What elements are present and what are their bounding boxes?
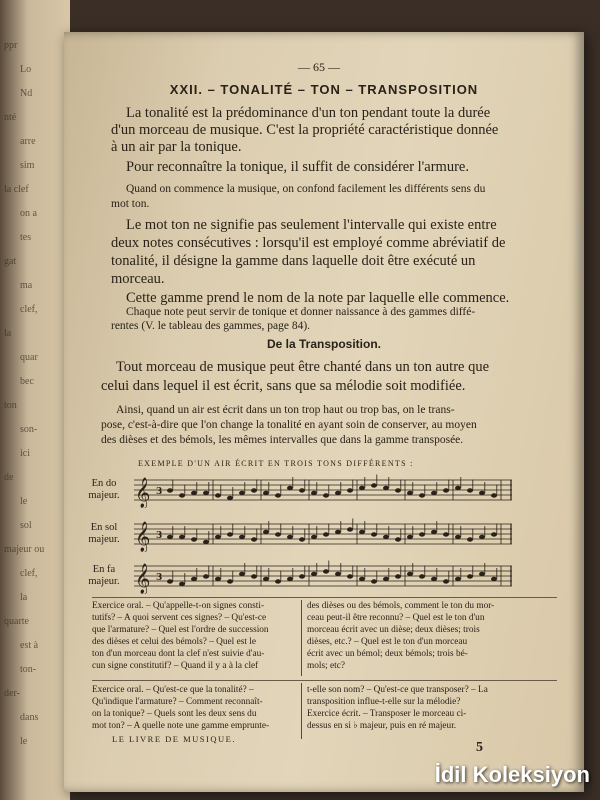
left-page-fragment: gat bbox=[4, 256, 17, 267]
note-head bbox=[371, 579, 377, 583]
transposition-line: des dièses et des bémols, les mêmes intervalles que dans la gamme transposée. bbox=[101, 434, 464, 446]
exercise-line: ton d'un morceau dont la clef n'est suivie d'au- bbox=[92, 649, 265, 659]
note-head bbox=[455, 577, 461, 581]
left-page-fragment: clef, bbox=[20, 304, 38, 315]
paragraph-line: Quand on commence la musique, on confond facilement les différents sens du bbox=[126, 183, 486, 195]
note-head bbox=[371, 483, 377, 487]
note-head bbox=[227, 496, 233, 500]
exercise-line: Exercice écrit. – Transposer le morceau ci- bbox=[307, 709, 467, 719]
paragraph-line: mot ton. bbox=[111, 198, 150, 210]
transposition-line: celui dans lequel il est écrit, sans que sa mélodie soit modifiée. bbox=[101, 378, 466, 394]
exercise-line: que l'armature? – Quel est l'ordre de succession bbox=[92, 625, 269, 635]
page-footer: LE LIVRE DE MUSIQUE. bbox=[112, 734, 236, 744]
note-head bbox=[287, 535, 293, 539]
left-page-fragment: la bbox=[20, 592, 28, 603]
time-signature: 3 bbox=[156, 487, 163, 497]
note-head bbox=[191, 491, 197, 495]
left-page-fragment: clef, bbox=[20, 568, 38, 579]
left-page-fragment: ma bbox=[20, 280, 33, 291]
note-head bbox=[407, 535, 413, 539]
note-head bbox=[251, 574, 257, 578]
note-head bbox=[383, 486, 389, 490]
note-head bbox=[443, 532, 449, 536]
note-head bbox=[419, 493, 425, 497]
exercise-line: écrit avec un bémol; deux bémols; trois bé- bbox=[307, 649, 468, 659]
note-head bbox=[323, 493, 329, 497]
note-head bbox=[227, 532, 233, 536]
signature-mark: 5 bbox=[476, 740, 483, 755]
note-head bbox=[239, 535, 245, 539]
treble-clef-icon: 𝄞 bbox=[135, 522, 151, 552]
note-head bbox=[347, 527, 353, 531]
note-head bbox=[479, 572, 485, 576]
paragraph-line: rentes (V. le tableau des gammes, page 84). bbox=[111, 320, 311, 332]
note-head bbox=[467, 537, 473, 541]
transposition-line: Ainsi, quand un air est écrit dans un ton trop haut ou trop bas, on le trans- bbox=[116, 404, 455, 416]
note-head bbox=[311, 535, 317, 539]
exercise-line: morceau écrit avec un dièse; deux dièses; trois bbox=[307, 625, 480, 635]
note-head bbox=[443, 579, 449, 583]
left-page-fragment: le bbox=[20, 496, 28, 507]
note-head bbox=[167, 535, 173, 539]
left-page-fragment: ppr bbox=[4, 40, 18, 51]
exercise-line: t-elle son nom? – Qu'est-ce que transposer? – La bbox=[307, 685, 488, 695]
paragraph-line: morceau. bbox=[111, 271, 165, 287]
note-head bbox=[419, 574, 425, 578]
exercise-line: Qu'indique l'armature? – Comment reconnaît- bbox=[92, 697, 263, 707]
note-head bbox=[443, 488, 449, 492]
paragraph-line: d'un morceau de musique. C'est la propriété caractéristique donnée bbox=[111, 122, 499, 138]
note-head bbox=[479, 535, 485, 539]
left-page-fragment: sol bbox=[20, 520, 32, 531]
left-page-fragment: bec bbox=[20, 376, 34, 387]
note-head bbox=[287, 486, 293, 490]
watermark: İdil Koleksiyon bbox=[434, 762, 590, 787]
exercise-line: des dièses ou des bémols, comment le ton du mor- bbox=[307, 601, 495, 611]
note-head bbox=[275, 493, 281, 497]
paragraph-line: Le mot ton ne signifie pas seulement l'intervalle qui existe entre bbox=[126, 217, 497, 233]
note-head bbox=[299, 574, 305, 578]
chapter-title: XXII. – TONALITÉ – TON – TRANSPOSITION bbox=[169, 82, 479, 97]
left-page-fragment: dans bbox=[20, 712, 39, 723]
note-head bbox=[275, 532, 281, 536]
exercise-line: mot ton? – A quelle note une gamme emprunte- bbox=[92, 721, 270, 731]
note-head bbox=[395, 488, 401, 492]
exercise-line: transposition influe-t-elle sur la mélodie? bbox=[307, 697, 461, 707]
note-head bbox=[431, 491, 437, 495]
treble-clef-icon: 𝄞 bbox=[135, 564, 151, 594]
note-head bbox=[215, 577, 221, 581]
note-head bbox=[455, 535, 461, 539]
note-head bbox=[251, 488, 257, 492]
note-head bbox=[311, 491, 317, 495]
left-page-fragment: la bbox=[4, 328, 12, 339]
staff-label: En do majeur. bbox=[88, 478, 120, 501]
left-page-fragment: on a bbox=[20, 208, 37, 219]
note-head bbox=[203, 491, 209, 495]
note-head bbox=[227, 579, 233, 583]
left-page-fragment: sim bbox=[20, 160, 35, 171]
staff-label: En fa majeur. bbox=[88, 564, 120, 587]
music-staff-do-major bbox=[134, 474, 514, 508]
note-head bbox=[395, 537, 401, 541]
note-head bbox=[215, 493, 221, 497]
note-head bbox=[491, 577, 497, 581]
note-head bbox=[299, 537, 305, 541]
exercise-line: mols; etc? bbox=[307, 661, 345, 671]
note-head bbox=[419, 532, 425, 536]
paragraph-line: Chaque note peut servir de tonique et donner naissance à des gammes diffé- bbox=[126, 306, 476, 318]
column-divider bbox=[301, 600, 302, 676]
note-head bbox=[395, 574, 401, 578]
exercise-line: on la tonique? – Quels sont les deux sens du bbox=[92, 709, 257, 719]
left-page-fragment: ton bbox=[4, 400, 17, 411]
note-head bbox=[431, 530, 437, 534]
note-head bbox=[347, 574, 353, 578]
paragraph-line: deux notes consécutives : lorsqu'il est employé comme abréviatif de bbox=[111, 235, 506, 251]
paragraph-line: Pour reconnaître la tonique, il suffit de considérer l'armure. bbox=[126, 159, 469, 175]
left-page-fragment: est à bbox=[20, 640, 39, 651]
treble-clef-icon: 𝄞 bbox=[135, 478, 151, 508]
note-head bbox=[491, 493, 497, 497]
note-head bbox=[167, 579, 173, 583]
transposition-line: Tout morceau de musique peut être chanté dans un ton autre que bbox=[116, 359, 490, 375]
note-head bbox=[455, 486, 461, 490]
staff-label: En sol majeur. bbox=[88, 522, 120, 545]
note-head bbox=[359, 577, 365, 581]
note-head bbox=[335, 530, 341, 534]
note-head bbox=[179, 535, 185, 539]
note-head bbox=[299, 488, 305, 492]
note-head bbox=[359, 486, 365, 490]
left-page-fragment: quar bbox=[20, 352, 38, 363]
note-head bbox=[383, 577, 389, 581]
note-head bbox=[407, 491, 413, 495]
left-page-fragment: la clef bbox=[4, 184, 29, 195]
note-head bbox=[347, 488, 353, 492]
exercise-line: ceau peut-il être reconnu? – Quel est le ton d'un bbox=[307, 613, 485, 623]
note-head bbox=[215, 535, 221, 539]
paragraph-line: Cette gamme prend le nom de la note par laquelle elle commence. bbox=[126, 290, 510, 306]
note-head bbox=[431, 577, 437, 581]
column-divider bbox=[301, 683, 302, 739]
note-head bbox=[311, 572, 317, 576]
left-page-fragment: tes bbox=[20, 232, 32, 243]
note-head bbox=[383, 535, 389, 539]
note-head bbox=[167, 488, 173, 492]
note-head bbox=[239, 572, 245, 576]
note-head bbox=[323, 569, 329, 573]
note-head bbox=[179, 582, 185, 586]
note-head bbox=[179, 493, 185, 497]
time-signature: 3 bbox=[156, 573, 163, 583]
divider bbox=[92, 680, 557, 681]
transposition-line: pose, c'est-à-dire que l'on change la tonalité en ayant soin de conserver, au moyen bbox=[101, 419, 477, 431]
left-page-fragment: majeur ou bbox=[4, 544, 45, 555]
left-page-fragment: le bbox=[20, 736, 28, 747]
note-head bbox=[467, 574, 473, 578]
note-head bbox=[479, 491, 485, 495]
exercise-line: cun signe constitutif? – Quand il y a à la clef bbox=[92, 661, 259, 671]
note-head bbox=[407, 572, 413, 576]
note-head bbox=[491, 532, 497, 536]
note-head bbox=[323, 532, 329, 536]
note-head bbox=[335, 572, 341, 576]
left-page-fragment: arre bbox=[20, 136, 36, 147]
note-head bbox=[251, 537, 257, 541]
left-page-fragment: Nd bbox=[20, 88, 33, 99]
note-head bbox=[275, 579, 281, 583]
exercise-line: des dièses et celui des bémols? – Quel est le bbox=[92, 637, 256, 647]
exercise-line: Exercice oral. – Qu'est-ce que la tonalité? – bbox=[92, 685, 254, 695]
paragraph-line: tonalité, il désigne la gamme dans laquelle doit être exécuté un bbox=[111, 253, 476, 269]
book-page bbox=[64, 32, 584, 792]
note-head bbox=[203, 574, 209, 578]
note-head bbox=[191, 537, 197, 541]
exercise-line: Exercice oral. – Qu'appelle-t-on signes consti- bbox=[92, 601, 265, 611]
divider bbox=[92, 597, 557, 598]
note-head bbox=[263, 530, 269, 534]
paragraph-line: La tonalité est la prédominance d'un ton pendant toute la durée bbox=[126, 105, 491, 121]
left-page-fragment: Lo bbox=[20, 64, 32, 75]
music-staff-fa-major bbox=[134, 560, 514, 594]
example-heading: EXEMPLE D'UN AIR ÉCRIT EN TROIS TONS DIFFÉRENTS : bbox=[138, 459, 414, 468]
note-head bbox=[467, 488, 473, 492]
note-head bbox=[371, 532, 377, 536]
note-head bbox=[359, 530, 365, 534]
time-signature: 3 bbox=[156, 531, 163, 541]
exercise-line: dessus en si ♭ majeur, puis en ré majeur. bbox=[307, 721, 457, 731]
left-page-fragment: quarte bbox=[4, 616, 29, 627]
music-staff-sol-major bbox=[134, 518, 514, 552]
left-page-edge bbox=[0, 0, 62, 800]
note-head bbox=[263, 577, 269, 581]
paragraph-line: à un air par la tonique. bbox=[111, 139, 242, 155]
note-head bbox=[263, 491, 269, 495]
page-number: — 65 — bbox=[298, 60, 340, 74]
left-page-fragment: de bbox=[4, 472, 14, 483]
left-page-fragment: ton- bbox=[20, 664, 37, 675]
exercise-line: tutifs? – A quoi servent ces signes? – Qu'est-ce bbox=[92, 613, 267, 623]
left-page-fragment: ici bbox=[20, 448, 30, 459]
note-head bbox=[191, 577, 197, 581]
section-title: De la Transposition. bbox=[266, 337, 382, 351]
left-page-fragment: nté bbox=[4, 112, 17, 123]
left-page-fragment: son- bbox=[20, 424, 38, 435]
note-head bbox=[203, 540, 209, 544]
note-head bbox=[239, 491, 245, 495]
note-head bbox=[335, 491, 341, 495]
left-page-fragment: der- bbox=[4, 688, 20, 699]
note-head bbox=[287, 577, 293, 581]
exercise-line: dièses, etc.? – Quel est le ton d'un morceau bbox=[307, 637, 468, 647]
